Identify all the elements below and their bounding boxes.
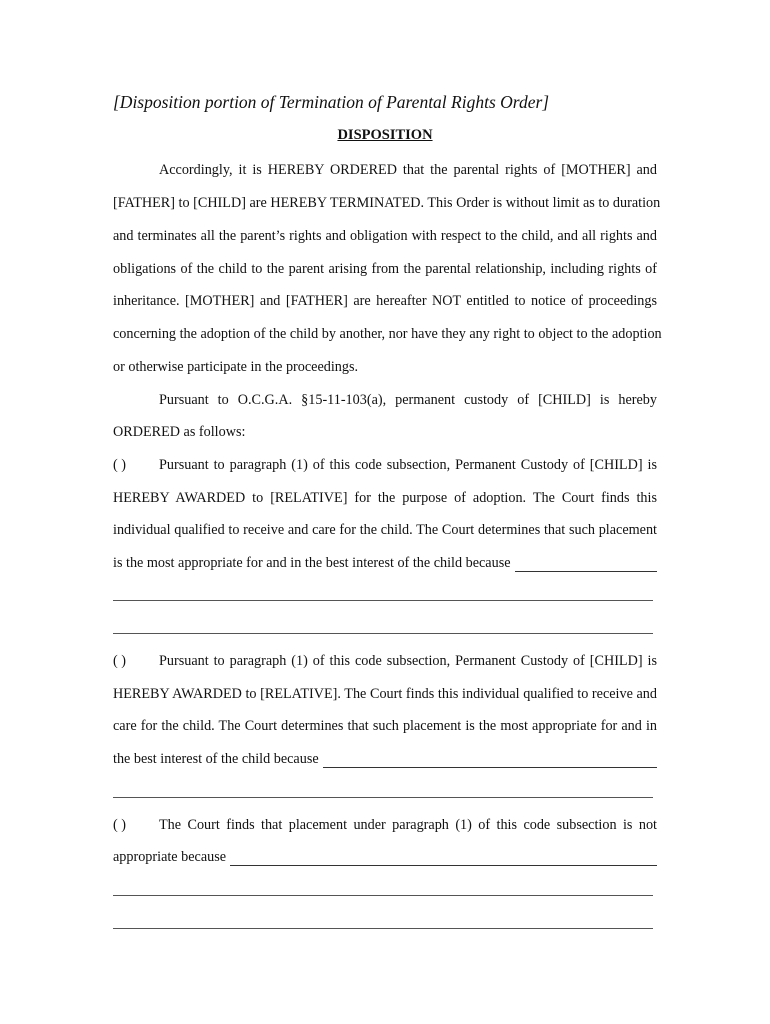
option2-line-4-text: the best interest of the child because — [113, 751, 319, 767]
option1-line-4-text: is the most appropriate for and in the best interest of the child because — [113, 555, 511, 571]
option1-line-3: individual qualified to receive and care for the child. The Court determines that such placement — [113, 522, 657, 538]
option2-line-2: HEREBY AWARDED to [RELATIVE]. The Court finds this individual qualified to receive and — [113, 686, 657, 702]
option2-line-3: care for the child. The Court determines that such placement is the most appropriate for and in — [113, 718, 657, 734]
paragraph1-line-7: or otherwise participate in the proceedings. — [113, 359, 359, 375]
document-heading: [Disposition portion of Termination of Parental Rights Order] — [113, 92, 550, 112]
option1-line-1: Pursuant to paragraph (1) of this code subsection, Permanent Custody of [CHILD] is — [159, 457, 657, 473]
document-title: DISPOSITION — [337, 127, 433, 143]
paragraph1-line-4: obligations of the child to the parent arising from the parental relationship, including rights of — [113, 261, 657, 277]
paragraph1-line-6: concerning the adoption of the child by another, nor have they any right to object to the adoption — [113, 326, 662, 342]
option3-line-2 — [113, 848, 657, 866]
option1-blank-inline[interactable] — [515, 558, 657, 572]
option3-checkbox[interactable]: ( ) — [113, 817, 126, 833]
option1-line-2: HEREBY AWARDED to [RELATIVE] for the purpose of adoption. The Court finds this — [113, 490, 657, 506]
option2-blank-inline[interactable] — [323, 754, 657, 768]
option2-blank-line-1[interactable] — [113, 797, 653, 798]
option1-checkbox[interactable]: ( ) — [113, 457, 126, 473]
paragraph1-line-5: inheritance. [MOTHER] and [FATHER] are hereafter NOT entitled to notice of proceedings — [113, 293, 657, 309]
paragraph2-line-2: ORDERED as follows: — [113, 424, 246, 440]
option2-line-4 — [113, 750, 657, 768]
option3-line-2-text: appropriate because — [113, 849, 227, 865]
option3-line-1: The Court finds that placement under paragraph (1) of this code subsection is not — [159, 817, 657, 833]
paragraph1-line-2: [FATHER] to [CHILD] are HEREBY TERMINATED. This Order is without limit as to duration — [113, 195, 661, 211]
option3-blank-inline[interactable] — [230, 852, 657, 866]
option2-checkbox[interactable]: ( ) — [113, 653, 126, 669]
paragraph1-line-1: Accordingly, it is HEREBY ORDERED that the parental rights of [MOTHER] and — [159, 162, 657, 178]
option1-blank-line-1[interactable] — [113, 600, 653, 601]
option3-blank-line-1[interactable] — [113, 895, 653, 896]
option1-line-4 — [113, 554, 657, 572]
option2-line-1: Pursuant to paragraph (1) of this code subsection, Permanent Custody of [CHILD] is — [159, 653, 657, 669]
paragraph1-line-3: and terminates all the parent’s rights and obligation with respect to the child, and all rights and — [113, 228, 657, 244]
option1-blank-line-2[interactable] — [113, 633, 653, 634]
option3-blank-line-2[interactable] — [113, 928, 653, 929]
paragraph2-line-1: Pursuant to O.C.G.A. §15-11-103(a), permanent custody of [CHILD] is hereby — [159, 392, 657, 408]
